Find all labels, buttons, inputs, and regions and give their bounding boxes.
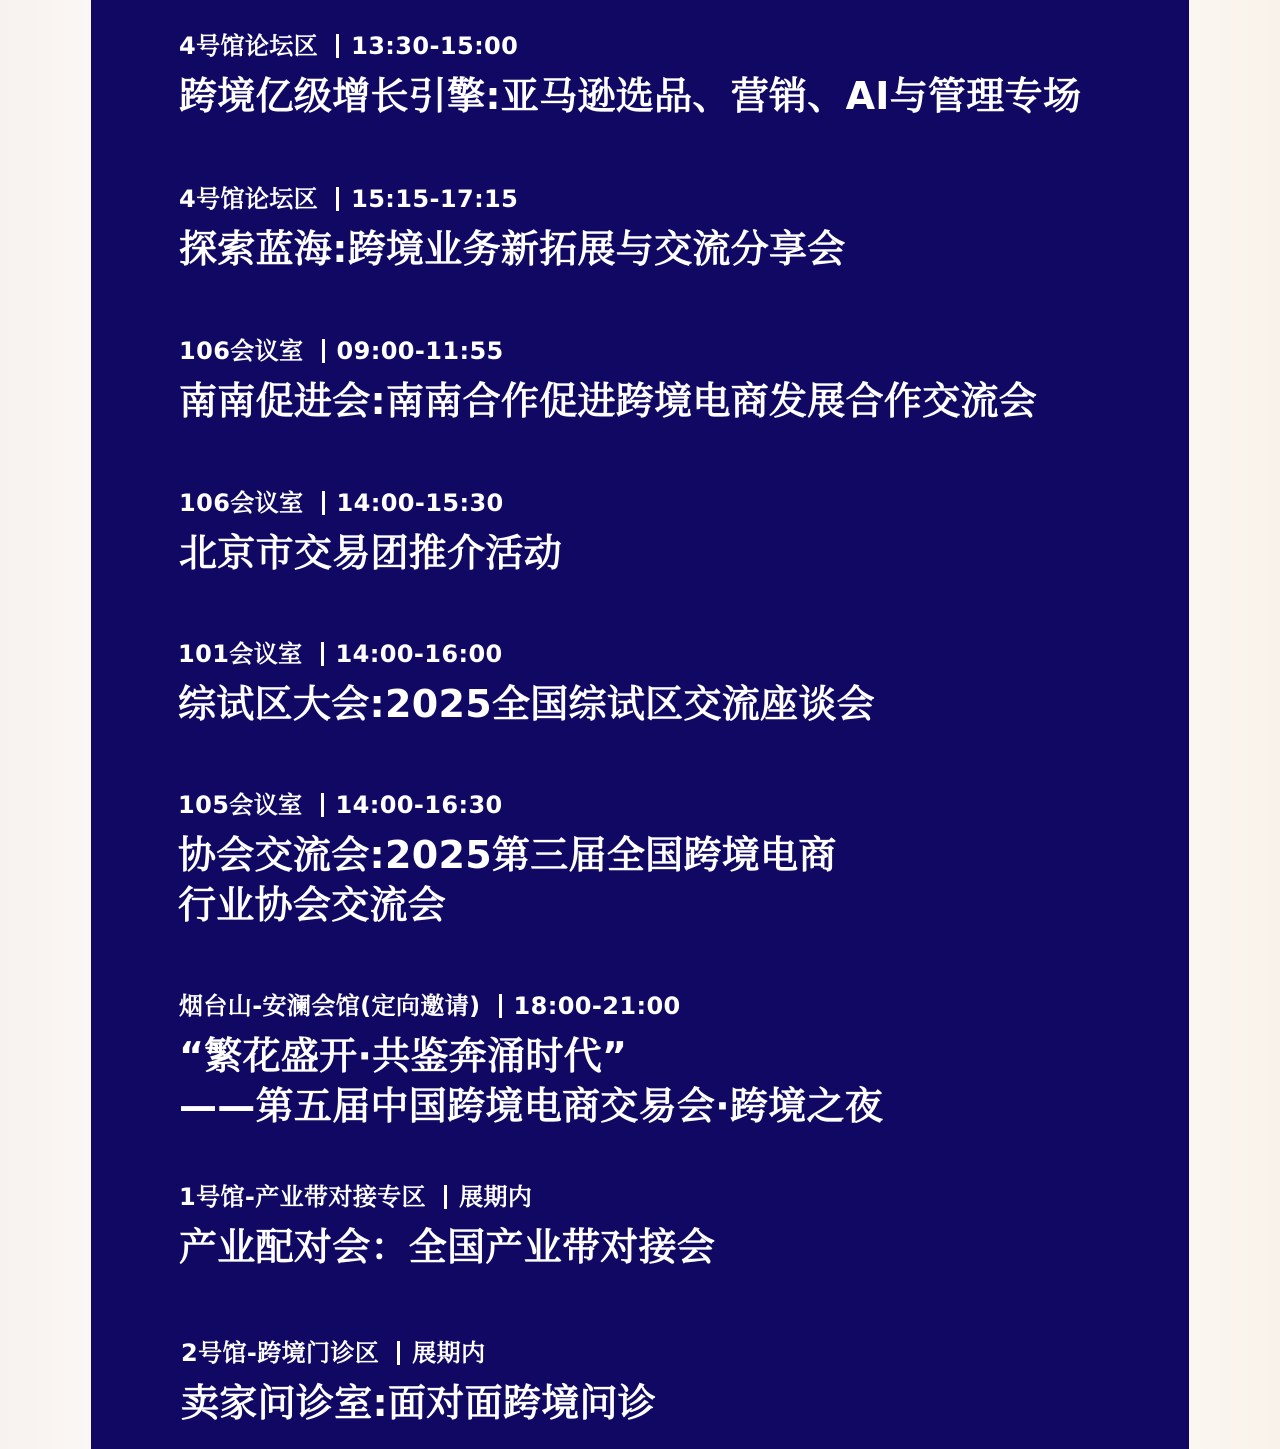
event-title-line: 卖家问诊室:面对面跨境问诊 xyxy=(181,1381,657,1425)
event-meta xyxy=(179,487,562,519)
event-meta xyxy=(178,789,837,821)
event-time: 展期内 xyxy=(412,1339,486,1367)
event-time: 15:15-17:15 xyxy=(351,185,519,213)
event-item xyxy=(181,1337,656,1428)
event-time: 14:00-16:00 xyxy=(335,640,503,668)
event-title-line: “繁花盛开·共鉴奔涌时代” xyxy=(179,1034,628,1078)
event-item xyxy=(179,990,883,1131)
separator-bar xyxy=(397,1341,400,1365)
event-item xyxy=(179,487,562,578)
event-title-line: 行业协会交流会 xyxy=(178,883,447,927)
event-title xyxy=(178,830,837,930)
separator-bar xyxy=(444,1185,447,1209)
event-venue: 烟台山-安澜会馆(定向邀请) xyxy=(179,992,481,1020)
event-item xyxy=(179,30,1081,121)
event-meta xyxy=(178,638,875,670)
event-title-line: 北京市交易团推介活动 xyxy=(179,531,563,575)
event-title xyxy=(179,1222,715,1272)
event-meta xyxy=(179,335,1037,367)
event-venue: 101会议室 xyxy=(178,640,303,668)
separator-bar xyxy=(322,491,325,515)
event-time: 14:00-16:30 xyxy=(335,791,503,819)
event-title-line: 探索蓝海:跨境业务新拓展与交流分享会 xyxy=(179,227,846,271)
event-venue: 1号馆-产业带对接专区 xyxy=(179,1183,427,1211)
event-meta xyxy=(179,30,1081,62)
event-title-line: 产业配对会：全国产业带对接会 xyxy=(179,1225,716,1269)
schedule-panel xyxy=(91,0,1189,1449)
event-title xyxy=(181,1378,656,1428)
separator-bar xyxy=(499,994,502,1018)
event-time: 09:00-11:55 xyxy=(336,337,504,365)
separator-bar xyxy=(321,793,324,817)
event-title-line: 协会交流会:2025第三届全国跨境电商 xyxy=(178,833,837,877)
event-title xyxy=(179,224,846,274)
event-item xyxy=(178,789,837,930)
event-time: 展期内 xyxy=(459,1183,533,1211)
event-meta xyxy=(179,1181,715,1213)
separator-bar xyxy=(336,187,339,211)
event-title-line: 跨境亿级增长引擎:亚马逊选品、营销、AI与管理专场 xyxy=(179,74,1082,118)
event-venue: 4号馆论坛区 xyxy=(179,185,319,213)
separator-bar xyxy=(336,34,339,58)
event-item xyxy=(178,638,875,729)
event-time: 18:00-21:00 xyxy=(513,992,681,1020)
event-title xyxy=(178,679,875,729)
event-venue: 106会议室 xyxy=(179,337,304,365)
event-title-line: ——第五届中国跨境电商交易会·跨境之夜 xyxy=(179,1084,884,1128)
event-item xyxy=(179,183,846,274)
event-title-line: 综试区大会:2025全国综试区交流座谈会 xyxy=(178,682,875,726)
separator-bar xyxy=(321,642,324,666)
event-venue: 2号馆-跨境门诊区 xyxy=(181,1339,380,1367)
event-title-line: 南南促进会:南南合作促进跨境电商发展合作交流会 xyxy=(179,379,1038,423)
event-item xyxy=(179,335,1037,426)
event-meta xyxy=(179,990,883,1022)
event-venue: 105会议室 xyxy=(178,791,303,819)
event-time: 13:30-15:00 xyxy=(351,32,519,60)
event-title xyxy=(179,1031,883,1131)
event-meta xyxy=(179,183,846,215)
event-venue: 4号馆论坛区 xyxy=(179,32,319,60)
event-meta xyxy=(181,1337,656,1369)
event-title xyxy=(179,376,1037,426)
separator-bar xyxy=(322,339,325,363)
event-title xyxy=(179,71,1081,121)
event-venue: 106会议室 xyxy=(179,489,304,517)
event-item xyxy=(179,1181,715,1272)
event-time: 14:00-15:30 xyxy=(336,489,504,517)
event-title xyxy=(179,528,562,578)
